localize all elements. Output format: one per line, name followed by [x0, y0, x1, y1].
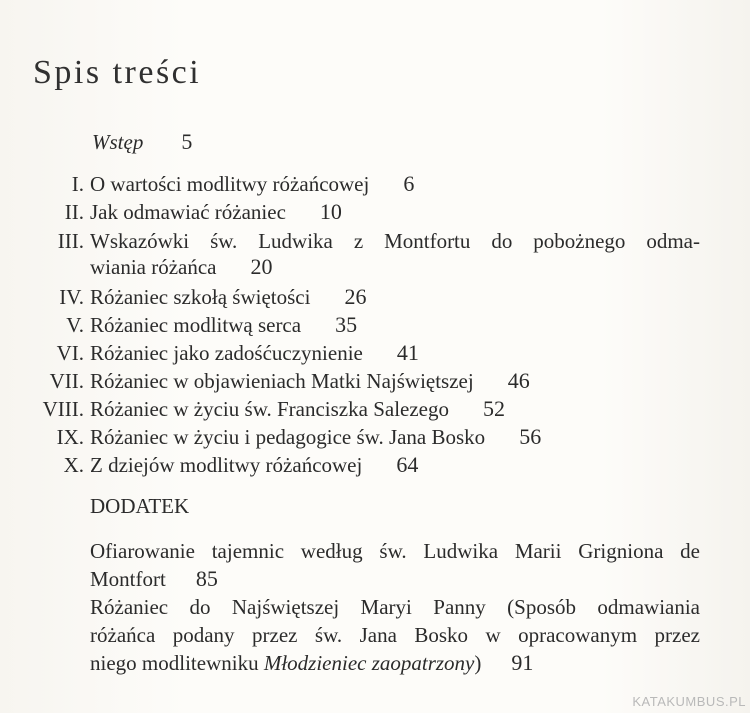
- page-title: Spis treści: [33, 54, 202, 91]
- chapter-page-number: 10: [319, 199, 342, 224]
- chapter-page-number: 41: [396, 340, 419, 365]
- intro-label: Wstęp: [92, 130, 144, 154]
- chapter-number: VII.: [49, 369, 84, 393]
- chapter-page-number: 46: [507, 368, 530, 393]
- chapter-page-number: 6: [403, 171, 415, 196]
- appendix-item-line3-prefix: niego modlitewniku: [90, 651, 259, 675]
- chapter-page-number: 52: [483, 396, 505, 421]
- appendix-heading: DODATEK: [90, 494, 190, 518]
- chapter-title: Różaniec jako zadośćuczynienie: [90, 341, 363, 365]
- appendix-item-line1: Różaniec do Najświętszej Maryi Panny (Sposób odmawiania: [90, 595, 700, 619]
- watermark: KATAKUMBUS.PL: [632, 694, 746, 709]
- chapter-entry-continuation: [90, 253, 273, 281]
- appendix-item-line2: Montfort: [90, 567, 166, 591]
- chapter-page-number: 56: [519, 424, 542, 449]
- chapter-number: IX.: [56, 425, 84, 449]
- chapter-title: Różaniec w życiu i pedagogice św. Jana Bosko: [90, 425, 486, 449]
- chapter-number: VIII.: [42, 397, 84, 421]
- chapter-title: Różaniec w życiu św. Franciszka Salezego: [90, 397, 449, 421]
- chapter-page-number: 20: [250, 254, 273, 279]
- chapter-number: IV.: [59, 285, 84, 309]
- appendix-item: [90, 593, 700, 677]
- intro-page-number: 5: [181, 129, 193, 154]
- chapter-title: Z dziejów modlitwy różańcowej: [90, 453, 363, 477]
- chapter-number: III.: [57, 229, 84, 253]
- chapter-number: X.: [63, 453, 84, 477]
- appendix-item-line1: Ofiarowanie tajemnic według św. Ludwika Marii Grigniona de: [90, 539, 700, 563]
- chapter-page-number: 35: [335, 312, 358, 337]
- chapter-title-line2: wiania różańca: [90, 255, 217, 279]
- chapter-title: Jak odmawiać różaniec: [90, 200, 286, 224]
- chapter-number: VI.: [56, 341, 84, 365]
- chapter-number: V.: [66, 313, 84, 337]
- chapter-title: O wartości modlitwy różańcowej: [90, 172, 370, 196]
- chapter-page-number: 64: [396, 452, 419, 477]
- appendix-item: [90, 537, 700, 593]
- appendix-page-number: 91: [511, 650, 534, 675]
- chapter-number: I.: [71, 172, 84, 196]
- chapter-number: II.: [64, 200, 84, 224]
- intro-entry: [92, 128, 192, 156]
- appendix-item-line2: różańca podany przez św. Jana Bosko w opracowanym przez: [90, 623, 700, 647]
- appendix-item-line3-italic-title: Młodzieniec zaopatrzony: [263, 651, 475, 675]
- chapter-title: Różaniec szkołą świętości: [90, 285, 311, 309]
- chapter-title: Różaniec w objawieniach Matki Najświętszej: [90, 369, 474, 393]
- chapter-title: Różaniec modlitwą serca: [90, 313, 302, 337]
- appendix-item-line3-suffix: ): [474, 651, 482, 675]
- appendix-page-number: 85: [195, 566, 218, 591]
- chapter-title-line1: Wskazówki św. Ludwika z Montfortu do pobożnego odma-: [90, 229, 700, 253]
- chapter-page-number: 26: [344, 284, 367, 309]
